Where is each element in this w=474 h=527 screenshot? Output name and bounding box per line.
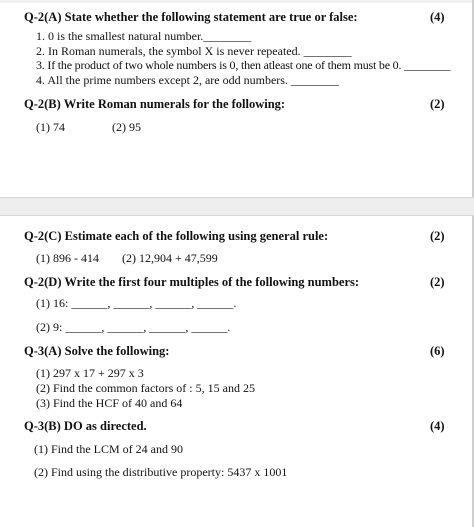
q2a-item-4: 4. All the prime numbers except 2, are odd numbers. ________	[36, 73, 339, 87]
q2c-title: Q-2(C) Estimate each of the following using general rule:	[24, 229, 329, 243]
q3a-item-2: (2) Find the common factors of : 5, 15 and 25	[36, 381, 255, 395]
q3a-title: Q-3(A) Solve the following:	[24, 344, 170, 358]
q3b-marks: (4)	[430, 419, 445, 433]
q2b-marks: (2)	[430, 97, 445, 111]
q2a-title: Q-2(A) State whether the following statement are true or false:	[24, 10, 358, 24]
page-break-gap	[0, 197, 474, 216]
q2a-item-1: 1. 0 is the smallest natural number.________	[36, 29, 252, 43]
q2d-title: Q-2(D) Write the first four multiples of the following numbers:	[24, 275, 360, 289]
q2d-item-1: (1) 16: ______, ______, ______, ______.	[36, 296, 237, 310]
q2a-item-3: 3. If the product of two whole numbers is 0, then atleast one of them must be 0. ________	[36, 58, 451, 72]
q2c-item-2: (2) 12,904 + 47,599	[122, 251, 218, 265]
q3a-marks: (6)	[430, 344, 445, 358]
q2b-item-1: (1) 74	[36, 120, 65, 134]
q3b-item-1: (1) Find the LCM of 24 and 90	[34, 442, 183, 456]
q2a-item-2: 2. In Roman numerals, the symbol X is never repeated. ________	[36, 44, 352, 58]
q2c-marks: (2)	[430, 229, 445, 243]
q2b-item-2: (2) 95	[112, 120, 141, 134]
top-edge	[0, 0, 474, 3]
q3b-item-2: (2) Find using the distributive property: 5437 x 1001	[34, 465, 288, 479]
q2a-marks: (4)	[430, 10, 445, 24]
q2d-marks: (2)	[430, 275, 445, 289]
q3b-title: Q-3(B) DO as directed.	[24, 419, 147, 433]
q2c-item-1: (1) 896 - 414	[36, 251, 99, 265]
q2b-title: Q-2(B) Write Roman numerals for the following:	[24, 97, 286, 111]
q3a-item-1: (1) 297 x 17 + 297 x 3	[36, 366, 144, 380]
q2d-item-2: (2) 9: ______, ______, ______, ______.	[36, 320, 231, 334]
q3a-item-3: (3) Find the HCF of 40 and 64	[36, 396, 183, 410]
